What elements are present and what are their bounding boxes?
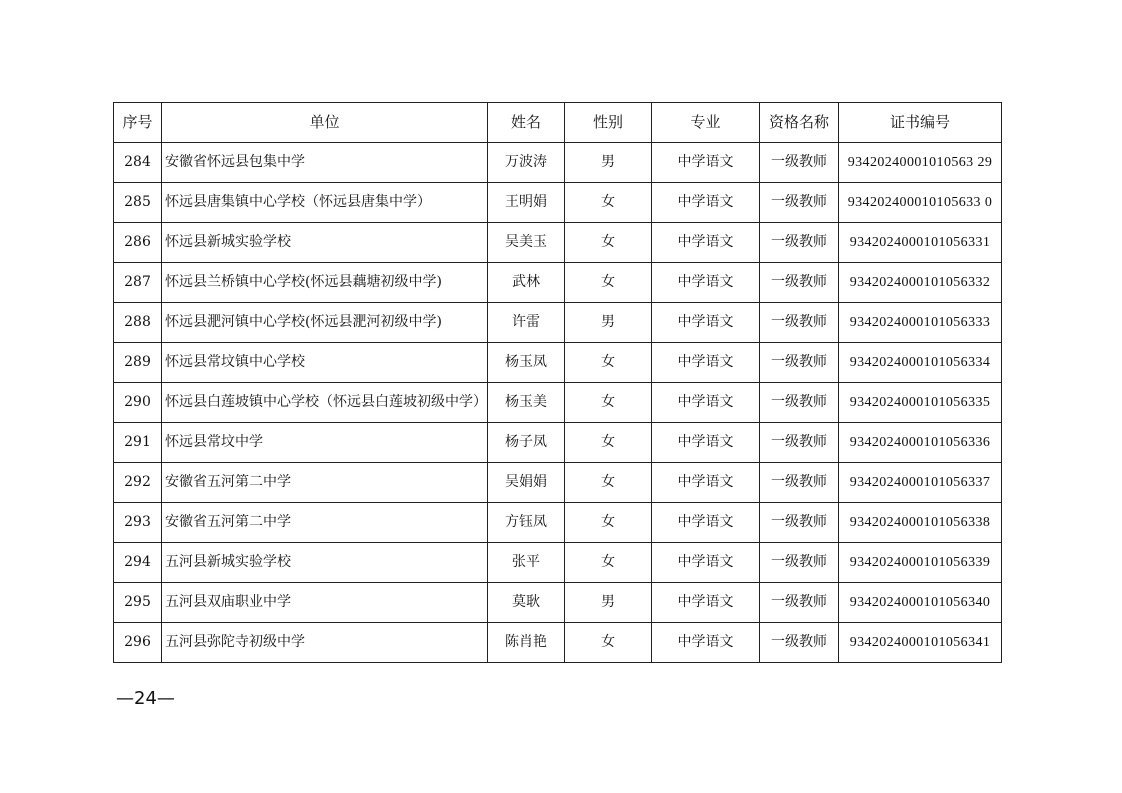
table-row — [114, 463, 1002, 503]
table-row — [114, 143, 1002, 183]
cell-name: 万波涛 — [488, 143, 565, 183]
cell-unit: 怀远县白莲坡镇中心学校（怀远县白莲坡初级中学） — [162, 383, 488, 423]
table-row — [114, 503, 1002, 543]
cell-certificate: 9342024000101056341 — [839, 623, 1002, 663]
cell-major: 中学语文 — [652, 143, 760, 183]
cell-major: 中学语文 — [652, 383, 760, 423]
cell-certificate: 9342024000101056340 — [839, 583, 1002, 623]
cell-name: 杨子凤 — [488, 423, 565, 463]
cell-unit: 安徽省五河第二中学 — [162, 503, 488, 543]
cell-name: 许雷 — [488, 303, 565, 343]
cell-seq: 287 — [114, 263, 162, 303]
cell-qualification: 一级教师 — [760, 423, 839, 463]
cell-certificate: 93420240001010563 29 — [839, 143, 1002, 183]
cell-name: 吴娟娟 — [488, 463, 565, 503]
cell-gender: 女 — [565, 463, 652, 503]
cell-major: 中学语文 — [652, 583, 760, 623]
cell-certificate: 9342024000101056335 — [839, 383, 1002, 423]
cell-unit: 安徽省怀远县包集中学 — [162, 143, 488, 183]
cell-qualification: 一级教师 — [760, 143, 839, 183]
table-row — [114, 423, 1002, 463]
cell-seq: 294 — [114, 543, 162, 583]
table-row — [114, 623, 1002, 663]
table-row — [114, 383, 1002, 423]
cell-unit: 怀远县兰桥镇中心学校(怀远县藕塘初级中学) — [162, 263, 488, 303]
cell-major: 中学语文 — [652, 223, 760, 263]
cell-certificate: 9342024000101056337 — [839, 463, 1002, 503]
cell-name: 吴美玉 — [488, 223, 565, 263]
cell-major: 中学语文 — [652, 343, 760, 383]
cell-certificate: 9342024000101056338 — [839, 503, 1002, 543]
cell-unit: 怀远县常坟中学 — [162, 423, 488, 463]
header-unit: 单位 — [162, 103, 488, 143]
table-row — [114, 543, 1002, 583]
cell-certificate: 9342024000101056332 — [839, 263, 1002, 303]
cell-gender: 女 — [565, 343, 652, 383]
cell-gender: 女 — [565, 183, 652, 223]
cell-seq: 286 — [114, 223, 162, 263]
page-number: —24— — [116, 688, 175, 709]
cell-seq: 291 — [114, 423, 162, 463]
cell-unit: 怀远县淝河镇中心学校(怀远县淝河初级中学) — [162, 303, 488, 343]
cell-qualification: 一级教师 — [760, 343, 839, 383]
cell-gender: 男 — [565, 303, 652, 343]
cell-certificate: 9342024000101056336 — [839, 423, 1002, 463]
cell-seq: 293 — [114, 503, 162, 543]
cell-major: 中学语文 — [652, 503, 760, 543]
cell-major: 中学语文 — [652, 263, 760, 303]
cell-qualification: 一级教师 — [760, 223, 839, 263]
table-header-row — [114, 103, 1002, 143]
cell-qualification: 一级教师 — [760, 263, 839, 303]
cell-name: 杨玉美 — [488, 383, 565, 423]
cell-unit: 五河县双庙职业中学 — [162, 583, 488, 623]
cell-name: 王明娟 — [488, 183, 565, 223]
cell-gender: 女 — [565, 223, 652, 263]
cell-certificate: 9342024000101056339 — [839, 543, 1002, 583]
table-row — [114, 583, 1002, 623]
cell-name: 方钰凤 — [488, 503, 565, 543]
cell-qualification: 一级教师 — [760, 583, 839, 623]
cell-unit: 怀远县新城实验学校 — [162, 223, 488, 263]
cell-gender: 女 — [565, 423, 652, 463]
cell-gender: 男 — [565, 143, 652, 183]
cell-name: 陈肖艳 — [488, 623, 565, 663]
cell-gender: 女 — [565, 543, 652, 583]
cell-qualification: 一级教师 — [760, 303, 839, 343]
cell-major: 中学语文 — [652, 623, 760, 663]
cell-name: 张平 — [488, 543, 565, 583]
header-gender: 性别 — [565, 103, 652, 143]
teacher-qualification-table — [113, 102, 1002, 663]
cell-name: 莫耿 — [488, 583, 565, 623]
header-seq: 序号 — [114, 103, 162, 143]
cell-seq: 285 — [114, 183, 162, 223]
cell-gender: 女 — [565, 383, 652, 423]
cell-name: 武林 — [488, 263, 565, 303]
cell-qualification: 一级教师 — [760, 543, 839, 583]
table-row — [114, 263, 1002, 303]
cell-unit: 五河县新城实验学校 — [162, 543, 488, 583]
cell-seq: 296 — [114, 623, 162, 663]
header-certificate: 证书编号 — [839, 103, 1002, 143]
table-row — [114, 343, 1002, 383]
cell-name: 杨玉凤 — [488, 343, 565, 383]
cell-seq: 292 — [114, 463, 162, 503]
cell-qualification: 一级教师 — [760, 503, 839, 543]
table-body — [114, 143, 1002, 663]
cell-major: 中学语文 — [652, 423, 760, 463]
header-name: 姓名 — [488, 103, 565, 143]
cell-major: 中学语文 — [652, 543, 760, 583]
header-qualification: 资格名称 — [760, 103, 839, 143]
cell-certificate: 9342024000101056334 — [839, 343, 1002, 383]
cell-major: 中学语文 — [652, 183, 760, 223]
cell-seq: 289 — [114, 343, 162, 383]
cell-seq: 295 — [114, 583, 162, 623]
table-row — [114, 223, 1002, 263]
cell-gender: 男 — [565, 583, 652, 623]
cell-gender: 女 — [565, 503, 652, 543]
cell-qualification: 一级教师 — [760, 183, 839, 223]
cell-qualification: 一级教师 — [760, 383, 839, 423]
cell-qualification: 一级教师 — [760, 463, 839, 503]
table-row — [114, 183, 1002, 223]
cell-gender: 女 — [565, 623, 652, 663]
table-row — [114, 303, 1002, 343]
cell-seq: 284 — [114, 143, 162, 183]
cell-qualification: 一级教师 — [760, 623, 839, 663]
cell-major: 中学语文 — [652, 303, 760, 343]
cell-unit: 怀远县常坟镇中心学校 — [162, 343, 488, 383]
cell-unit: 安徽省五河第二中学 — [162, 463, 488, 503]
cell-seq: 290 — [114, 383, 162, 423]
cell-seq: 288 — [114, 303, 162, 343]
cell-major: 中学语文 — [652, 463, 760, 503]
cell-unit: 怀远县唐集镇中心学校（怀远县唐集中学） — [162, 183, 488, 223]
cell-unit: 五河县弥陀寺初级中学 — [162, 623, 488, 663]
cell-certificate: 9342024000101056331 — [839, 223, 1002, 263]
cell-certificate: 9342024000101056333 — [839, 303, 1002, 343]
header-major: 专业 — [652, 103, 760, 143]
cell-gender: 女 — [565, 263, 652, 303]
cell-certificate: 934202400010105633 0 — [839, 183, 1002, 223]
